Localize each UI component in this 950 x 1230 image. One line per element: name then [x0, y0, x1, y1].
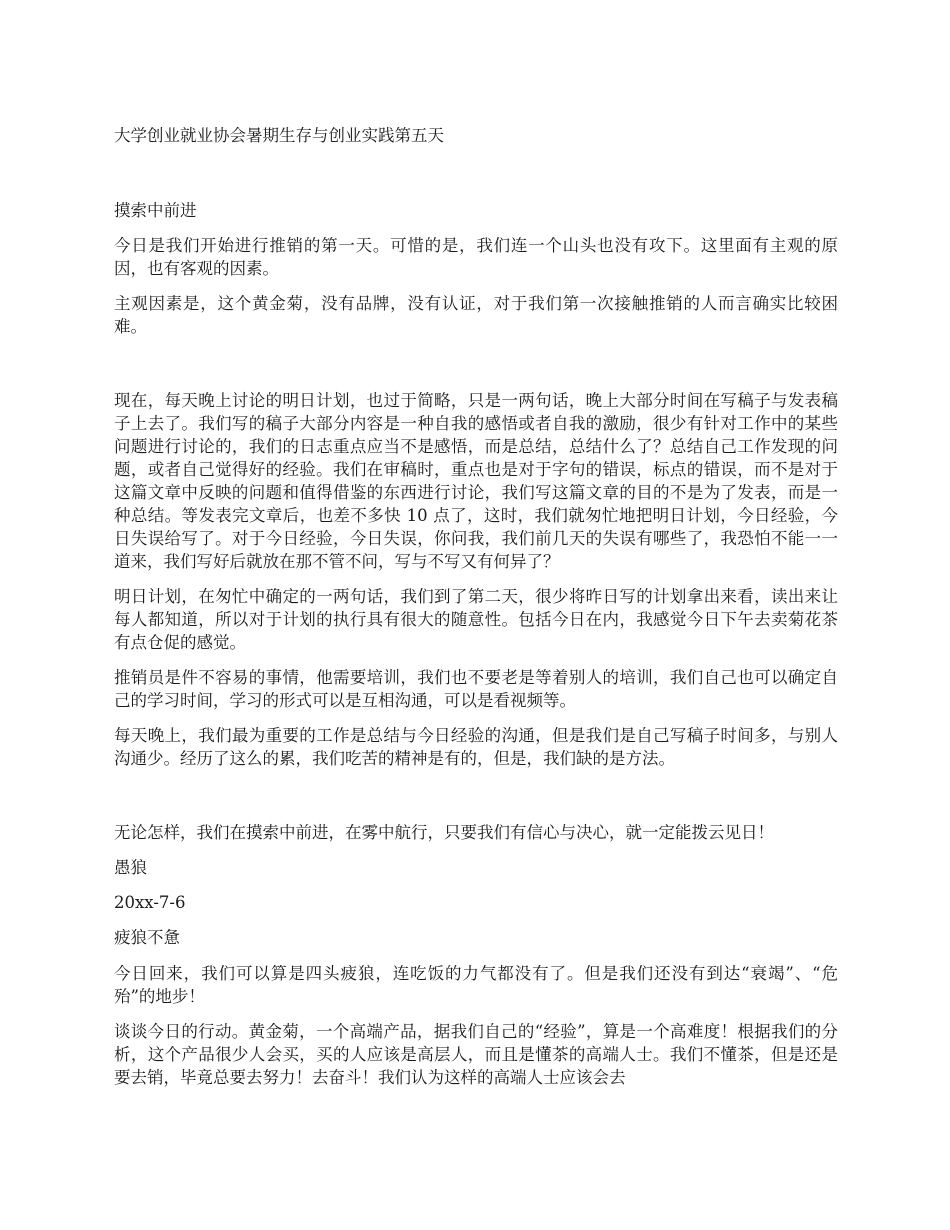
section-heading-2: 疲狼不惫: [114, 928, 180, 947]
signature: 愚狼: [114, 858, 147, 877]
paragraph: 主观因素是，这个黄金菊，没有品牌，没有认证，对于我们第一次接触推销的人而言确实比较困难。: [114, 294, 838, 336]
paragraph: 今日回来，我们可以算是四头疲狼，连吃饭的力气都没有了。但是我们还没有到达“衰竭”、“危殆”的地步！: [114, 964, 838, 1006]
paragraph: 无论怎样，我们在摸索中前进，在雾中航行，只要我们有信心与决心，就一定能拨云见日！: [114, 823, 774, 842]
paragraph: 现在，每天晚上讨论的明日计划，也过于简略，只是一两句话，晚上大部分时间在写稿子与发表稿子上去了。我们写的稿子大部分内容是一种自我的感悟或者自我的激励，很少有针对工作中的某些问题进行讨论的，我们的日志重点应当不是感悟，而是总结，总结什么了？总结自己工作发现的问题，或者自己觉得好的经验。我们在审稿时，重点也是对于字句的错误，标点的错误，而不是对于这篇文章中反映的问题和值得借鉴的东西进行讨论，我们写这篇文章的目的不是为了发表，而是一种总结。等发表完文章后，也差不多快 10 点了，这时，我们就匆忙地把明日计划，今日经验，今日失误给写了。对于今日经验，今日失误，你问我，我们前几天的失误有哪些了，我恐怕不能一一道来，我们写好后就放在那不管不问，写与不写又有何异了？: [114, 391, 838, 571]
date: 20xx-7-6: [114, 893, 186, 912]
paragraph: 明日计划，在匆忙中确定的一两句话，我们到了第二天，很少将昨日写的计划拿出来看，读出来让每人都知道，所以对于计划的执行具有很大的随意性。包括今日在内，我感觉今日下午去卖菊花茶有点仓促的感觉。: [114, 587, 838, 652]
paragraph: 每天晚上，我们最为重要的工作是总结与今日经验的沟通，但是我们是自己写稿子时间多，与别人沟通少。经历了这么的累，我们吃苦的精神是有的，但是，我们缺的是方法。: [114, 726, 838, 768]
paragraph: 推销员是件不容易的事情，他需要培训，我们也不要老是等着别人的培训，我们自己也可以确定自己的学习时间，学习的形式可以是互相沟通，可以是看视频等。: [114, 668, 838, 710]
document-page: [114, 124, 838, 1089]
section-heading-1: 摸索中前进: [114, 201, 197, 220]
document-title: 大学创业就业协会暑期生存与创业实践第五天: [114, 126, 444, 145]
paragraph: 今日是我们开始进行推销的第一天。可惜的是，我们连一个山头也没有攻下。这里面有主观的原因，也有客观的因素。: [114, 236, 838, 278]
paragraph: 谈谈今日的行动。黄金菊，一个高端产品，据我们自己的“经验”，算是一个高难度！根据我们的分析，这个产品很少人会买，买的人应该是高层人，而且是懂茶的高端人士。我们不懂茶，但是还是要去销，毕竟总要去努力！去奋斗！我们认为这样的高端人士应该会去: [114, 1022, 838, 1087]
